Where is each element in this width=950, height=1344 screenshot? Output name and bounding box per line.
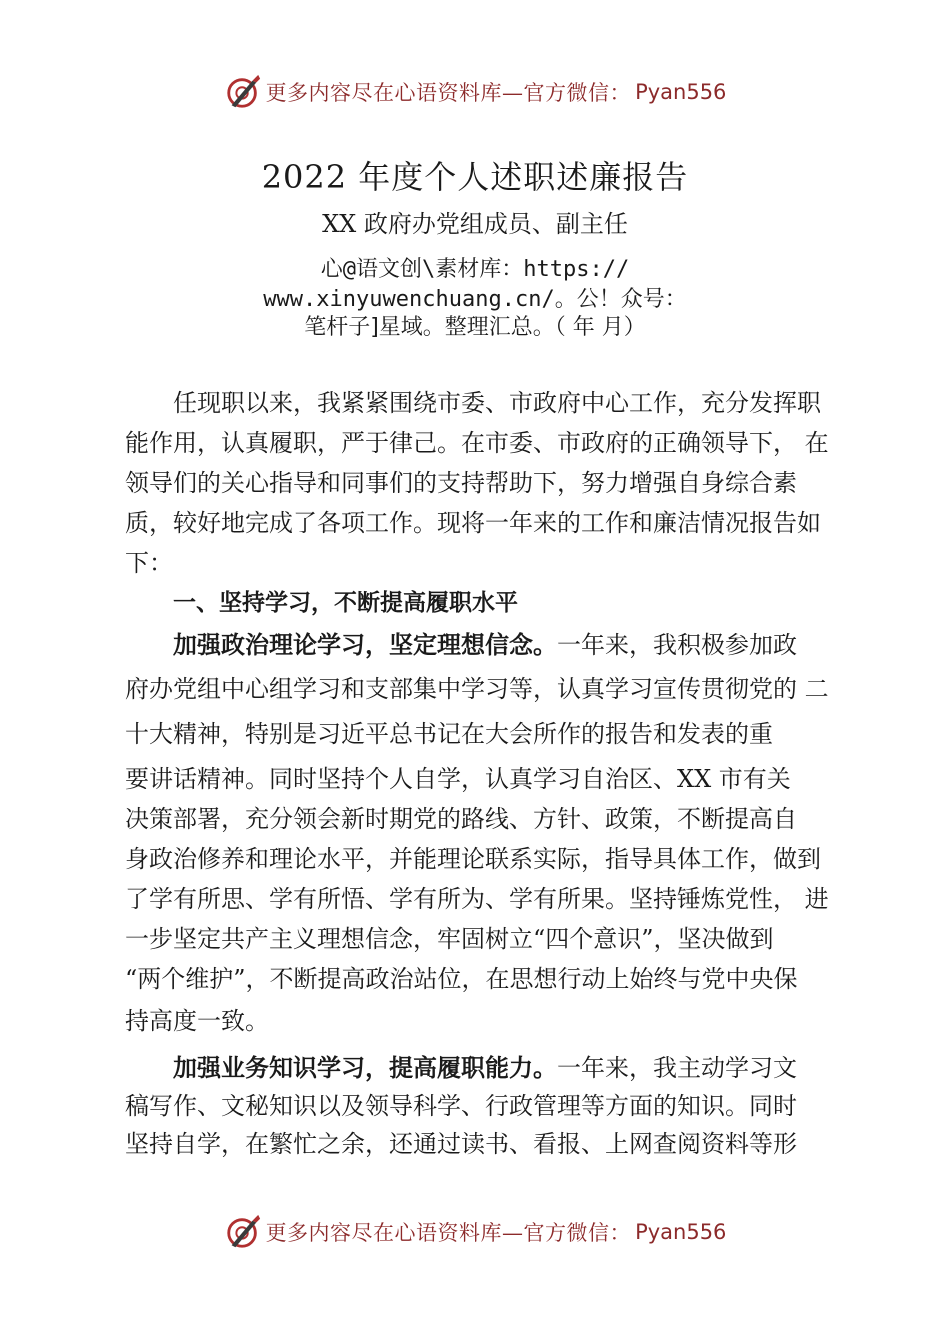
paragraph-line: 身政治修养和理论水平，并能理论联系实际，指导具体工作，做到 [125, 845, 821, 873]
footer-banner [0, 1210, 950, 1254]
source-line-2: www.xinyuwenchuang.cn/。公！众号： [263, 287, 687, 312]
intro-line: 质，较好地完成了各项工作。现将一年来的工作和廉洁情况报告如 [125, 509, 821, 537]
source-line-3: 笔杆子]星域。整理汇总。（ 年 月） [304, 315, 646, 340]
banner-text: 更多内容尽在心语资料库—官方微信： [265, 81, 632, 105]
paragraph-line: 一步坚定共产主义理想信念，牢固树立“四个意识”，坚决做到 [125, 925, 774, 953]
pen-logo-icon [224, 1213, 262, 1251]
paragraph-lead: 加强政治理论学习，坚定理想信念。 [173, 631, 557, 659]
section-heading: 一、坚持学习，不断提高履职水平 [173, 590, 518, 616]
paragraph-text: 一年来，我主动学习文 [557, 1054, 797, 1082]
banner-wechat-id: Pyan556 [635, 80, 727, 104]
intro-line: 下： [125, 549, 173, 577]
paragraph-line: 坚持自学，在繁忙之余，还通过读书、看报、上网查阅资料等形 [125, 1130, 797, 1158]
paragraph-line: 稿写作、文秘知识以及领导科学、行政管理等方面的知识。同时 [125, 1092, 797, 1120]
document-subtitle: XX 政府办党组成员、副主任 [322, 210, 628, 238]
document-title: 2022 年度个人述职述廉报告 [261, 158, 689, 196]
paragraph-line: 要讲话精神。同时坚持个人自学，认真学习自治区、XX 市有关 [125, 765, 791, 793]
intro-line: 任现职以来，我紧紧围绕市委、市政府中心工作，充分发挥职 [173, 389, 821, 417]
intro-line: 能作用，认真履职，严于律己。在市委、市政府的正确领导下， 在 [125, 429, 829, 457]
pen-logo-icon [224, 73, 262, 111]
intro-line: 领导们的关心指导和同事们的支持帮助下，努力增强自身综合素 [125, 469, 797, 497]
paragraph-lead: 加强业务知识学习，提高履职能力。 [173, 1054, 557, 1082]
paragraph-line: 了学有所思、学有所悟、学有所为、学有所果。坚持锤炼党性， 进 [125, 885, 829, 913]
header-banner [0, 70, 950, 114]
paragraph-first-line [173, 629, 840, 661]
banner-wechat-id: Pyan556 [635, 1220, 727, 1244]
paragraph-first-line [173, 1052, 840, 1084]
paragraph-text: 一年来，我积极参加政 [557, 631, 797, 659]
paragraph-line: “两个维护”，不断提高政治站位，在思想行动上始终与党中央保 [125, 965, 798, 993]
paragraph-line: 府办党组中心组学习和支部集中学习等，认真学习宣传贯彻党的 二 [125, 675, 829, 703]
paragraph-line: 十大精神，特别是习近平总书记在大会所作的报告和发表的重 [125, 720, 773, 748]
paragraph-line: 决策部署，充分领会新时期党的路线、方针、政策，不断提高自 [125, 805, 797, 833]
banner-text: 更多内容尽在心语资料库—官方微信： [265, 1221, 632, 1245]
paragraph-line: 持高度一致。 [125, 1007, 269, 1035]
source-line-1: 心@语文创\素材库：https:// [320, 257, 630, 282]
